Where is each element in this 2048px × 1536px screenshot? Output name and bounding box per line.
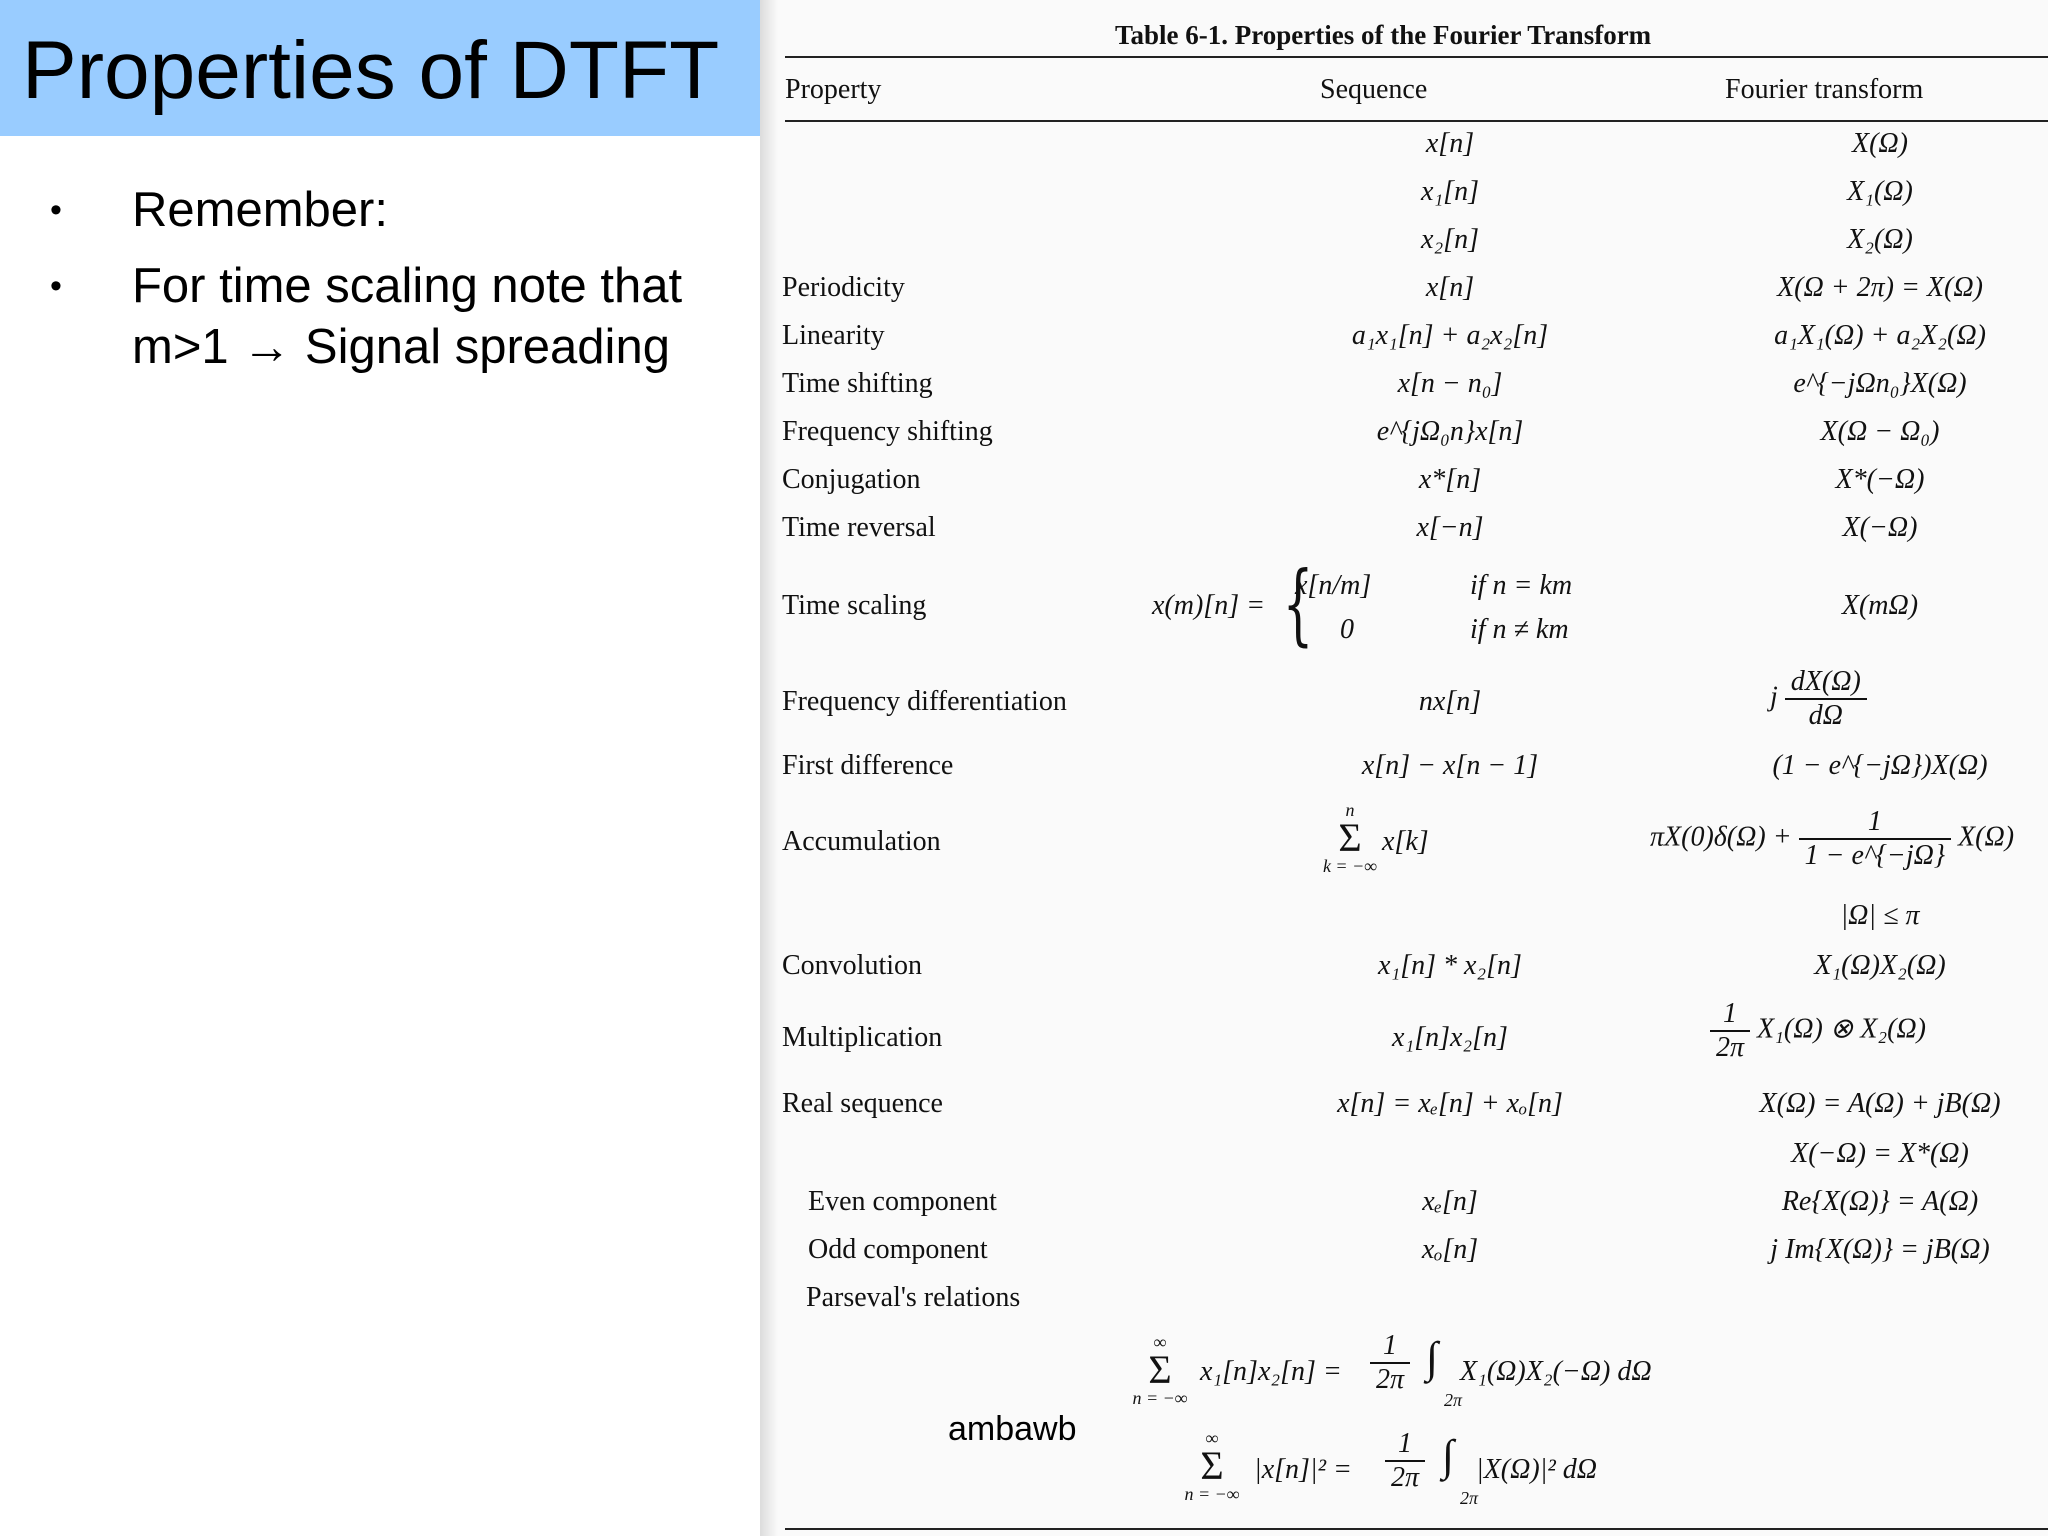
parseval-property: Parseval's relations [806, 1282, 1021, 1313]
first-diff-sequence: x[n] − x[n − 1] [1361, 750, 1539, 781]
multiplication-fraction [1710, 998, 1750, 1064]
odd-property: Odd component [808, 1234, 988, 1265]
row-transform: X(Ω − Ω₀) [1820, 416, 1940, 447]
parseval-eq2-body: |x[n]|² = [1254, 1454, 1352, 1485]
time-scaling-lhs: x(m)[n] = [1152, 590, 1265, 621]
parseval-eq2-num: 1 [1385, 1428, 1425, 1462]
header-transform: Fourier transform [1725, 74, 1924, 105]
parseval-sum-2 [1172, 1428, 1252, 1504]
row-sequence: x*[n] [1418, 464, 1482, 495]
row-sequence: x[−n] [1416, 512, 1484, 543]
accumulation-note: |Ω| ≤ π [1840, 900, 1920, 931]
row-sequence: a₁x₁[n] + a₂x₂[n] [1351, 320, 1549, 351]
time-scaling-case2-cond: if n ≠ km [1470, 614, 1569, 645]
sum-upper-limit: ∞ [1153, 1332, 1167, 1352]
parseval-eq1-body: x₁[n]x₂[n] = [1200, 1356, 1342, 1387]
watermark-text: ambawb [948, 1410, 1077, 1448]
parseval-eq1-fraction-wrap [1370, 1330, 1410, 1396]
time-scaling-property: Time scaling [782, 590, 927, 621]
accumulation-den: 1 − e^{−jΩ} [1804, 840, 1946, 871]
header-sequence: Sequence [1320, 74, 1428, 105]
odd-sequence: xₒ[n] [1421, 1234, 1479, 1265]
left-brace: { [1282, 552, 1314, 655]
sum-upper-limit: n [1345, 800, 1355, 820]
scan-edge-shadow [760, 0, 778, 1536]
parseval-eq1-fraction [1370, 1330, 1410, 1396]
real-seq-property: Real sequence [782, 1088, 943, 1119]
sum-upper-limit: ∞ [1205, 1428, 1219, 1448]
slide-title-bar [0, 0, 760, 136]
bullet-text: Remember: [132, 183, 388, 237]
freq-diff-den: dΩ [1808, 700, 1843, 731]
bullet-dot: • [50, 267, 62, 305]
integral-subscript: 2π [1460, 1488, 1479, 1508]
accumulation-property: Accumulation [782, 826, 941, 857]
row-sequence: x₁[n] [1421, 176, 1479, 207]
multiplication-den: 2π [1716, 1032, 1745, 1063]
row-sequence: x[n] [1425, 272, 1475, 303]
time-scaling-case1-expr: x[n/m] [1295, 570, 1372, 601]
even-transform: Re{X(Ω)} = A(Ω) [1781, 1186, 1979, 1217]
sigma-symbol: Σ [1200, 1443, 1224, 1488]
freq-diff-num: dX(Ω) [1785, 666, 1867, 700]
row-transform: X(Ω) [1852, 128, 1908, 159]
parseval-eq1-num: 1 [1370, 1330, 1410, 1364]
bullet-text: For time scaling note that m>1 → Signal spreading [132, 259, 683, 374]
row-transform: a₁X₁(Ω) + a₂X₂(Ω) [1774, 320, 1986, 351]
parseval-eq1-rhs: X₁(Ω)X₂(−Ω) dΩ [1460, 1356, 1652, 1387]
parseval-eq2-rhs: |X(Ω)|² dΩ [1476, 1454, 1598, 1485]
accumulation-num: 1 [1799, 806, 1951, 840]
sum-lower-limit: n = −∞ [1184, 1484, 1240, 1504]
freq-diff-sequence: nx[n] [1418, 686, 1482, 717]
row-transform: X*(−Ω) [1835, 464, 1925, 495]
row-sequence: x₂[n] [1421, 224, 1479, 255]
row-transform: X(−Ω) [1842, 512, 1918, 543]
parseval-eq1-den: 2π [1376, 1364, 1405, 1395]
convolution-sequence: x₁[n] * x₂[n] [1378, 950, 1522, 981]
slide-title: Properties of DTFT [22, 25, 720, 116]
scanned-table-image [760, 0, 2048, 1536]
multiplication-property: Multiplication [782, 1022, 943, 1053]
parseval-eq2-den: 2π [1391, 1462, 1420, 1493]
row-property: Frequency shifting [782, 416, 993, 447]
accumulation-sum-body: x[k] [1382, 826, 1429, 857]
convolution-transform: X₁(Ω)X₂(Ω) [1814, 950, 1946, 981]
table-top-rule [785, 56, 2048, 58]
integral-subscript: 2π [1444, 1390, 1463, 1410]
header-rule [785, 120, 2048, 122]
sum-lower-limit: k = −∞ [1322, 856, 1378, 876]
table-caption: Table 6-1. Properties of the Fourier Transform [1115, 20, 1652, 50]
row-property: Conjugation [782, 464, 921, 495]
even-property: Even component [808, 1186, 997, 1217]
row-property: Time reversal [782, 512, 936, 543]
parseval-eq2-fraction [1385, 1428, 1425, 1494]
row-transform: e^{−jΩn₀}X(Ω) [1793, 368, 1967, 399]
bullet-dot: • [50, 191, 62, 229]
row-property: Periodicity [782, 272, 905, 303]
multiplication-num: 1 [1710, 998, 1750, 1032]
integral-sign: ∫ [1442, 1431, 1455, 1480]
convolution-property: Convolution [782, 950, 923, 981]
table-bottom-rule [785, 1528, 2048, 1530]
accumulation-fraction [1799, 806, 1951, 872]
header-property: Property [785, 74, 882, 105]
row-property: Time shifting [782, 368, 933, 399]
multiplication-sequence: x₁[n]x₂[n] [1392, 1022, 1508, 1053]
multiplication-transform-rhs: X₁(Ω) ⊗ X₂(Ω) [1757, 1013, 1926, 1045]
real-seq-transform-2: X(−Ω) = X*(Ω) [1791, 1138, 1969, 1169]
accumulation-transform-lhs: πX(0)δ(Ω) + [1650, 821, 1792, 853]
accumulation-transform [1650, 806, 2048, 872]
row-transform: X₂(Ω) [1847, 224, 1913, 255]
row-sequence: x[n − n₀] [1397, 368, 1503, 399]
real-seq-transform: X(Ω) = A(Ω) + jB(Ω) [1759, 1088, 2001, 1119]
row-sequence: e^{jΩ₀n}x[n] [1376, 416, 1524, 447]
real-seq-sequence: x[n] = xₑ[n] + xₒ[n] [1337, 1088, 1563, 1119]
sigma-symbol: Σ [1148, 1347, 1172, 1392]
sigma-symbol: Σ [1338, 815, 1362, 860]
even-sequence: xₑ[n] [1422, 1186, 1478, 1217]
row-sequence: x[n] [1425, 128, 1475, 159]
odd-transform: j Im{X(Ω)} = jB(Ω) [1770, 1234, 1990, 1265]
parseval-eq2-fraction-wrap [1385, 1428, 1425, 1494]
row-property: Linearity [782, 320, 885, 351]
time-scaling-case2-expr: 0 [1340, 614, 1354, 645]
time-scaling-case1-cond: if n = km [1470, 570, 1573, 601]
row-transform: X(Ω + 2π) = X(Ω) [1777, 272, 1983, 303]
integral-sign: ∫ [1426, 1333, 1439, 1382]
first-diff-transform: (1 − e^{−jΩ})X(Ω) [1772, 750, 1988, 781]
accumulation-transform-rhs: X(Ω) [1958, 821, 2015, 853]
freq-diff-transform [1770, 666, 1990, 732]
parseval-sum-1 [1120, 1332, 1200, 1408]
multiplication-transform [1710, 998, 2048, 1064]
time-scaling-transform: X(mΩ) [1841, 590, 1919, 621]
row-transform: X₁(Ω) [1847, 176, 1913, 207]
freq-diff-fraction [1785, 666, 1867, 732]
freq-diff-property: Frequency differentiation [782, 686, 1067, 717]
first-diff-property: First difference [782, 750, 954, 781]
freq-diff-prefix: j [1770, 681, 1778, 713]
sum-lower-limit: n = −∞ [1132, 1388, 1188, 1408]
